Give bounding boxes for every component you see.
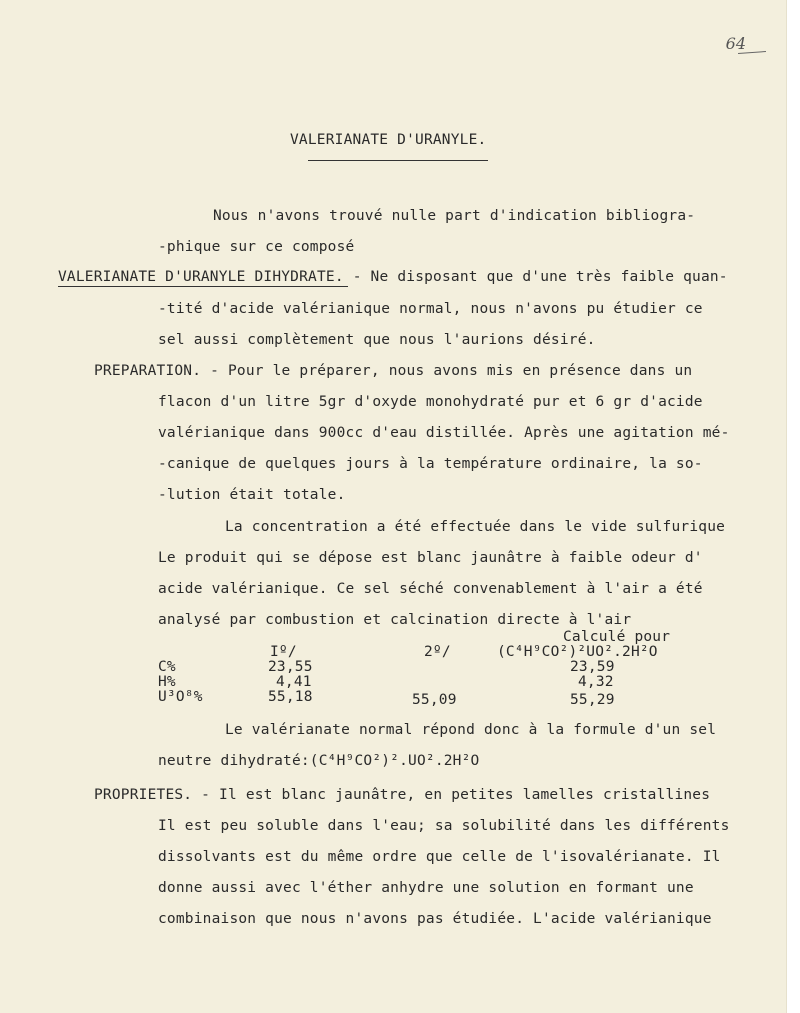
prop-line-1 [94,786,710,804]
intro-line-2: -phique sur ce composé [158,239,355,255]
dihydrate-line-3: sel aussi complètement que nous l'aurions désiré. [158,332,596,348]
dihydrate-line-1-text: . - Ne disposant que d'une très faible quan- [334,269,728,285]
table-cell: 23,59 [570,659,615,675]
prep-line-1 [94,362,692,380]
table-cell: 55,18 [268,689,313,705]
prep-line-3: valérianique dans 900cc d'eau distillée. Après une agitation mé- [158,425,730,441]
intro-line-1: Nous n'avons trouvé nulle part d'indication bibliogra- [213,208,696,224]
table-cell: 23,55 [268,659,313,675]
prep-line-4: -canique de quelques jours à la température ordinaire, la so- [158,456,703,472]
table-cell: 55,29 [570,692,615,708]
prep-line-2: flacon d'un litre 5gr d'oxyde monohydraté pur et 6 gr d'acide [158,394,703,410]
dihydrate-line-1 [58,268,728,286]
table-row-label: H% [158,674,176,690]
formula-line-1: Le valérianate normal répond donc à la formule d'un sel [225,722,717,738]
conc-line-1: La concentration a été effectuée dans le vide sulfurique [225,519,726,535]
table-cell: 4,41 [276,674,312,690]
page-title: VALERIANATE D'URANYLE. [290,132,487,148]
page-number: 64 [725,34,746,53]
prep-line-1-text: - Pour le préparer, nous avons mis en présence dans un [201,363,693,379]
prop-line-5: combinaison que nous n'avons pas étudiée. L'acide valérianique [158,911,712,927]
table-col-2-header: 2º/ [424,644,451,660]
conc-line-2: Le produit qui se dépose est blanc jaunâtre à faible odeur d' [158,550,703,566]
conc-line-3: acide valérianique. Ce sel séché convenablement à l'air a été [158,581,703,597]
prop-heading: PROPRIETES. [94,787,193,803]
formula-line-2: neutre dihydraté:(C⁴H⁹CO²)².UO².2H²O [158,753,480,769]
title-underline [308,160,488,161]
prop-line-1-text: - Il est blanc jaunâtre, en petites lamelles cristallines [192,787,711,803]
table-col-3-formula: (C⁴H⁹CO²)²UO².2H²O [497,644,658,660]
table-cell: 4,32 [578,674,614,690]
dihydrate-heading: VALERIANATE D'URANYLE DIHYDRATE [58,269,335,285]
prep-line-5: -lution était totale. [158,487,346,503]
table-row-label: U³O⁸% [158,689,203,705]
dihydrate-heading-underline [58,286,348,287]
table-col-1-header: Iº/ [270,644,297,660]
prop-line-2: Il est peu soluble dans l'eau; sa solubilité dans les différents [158,818,730,834]
table-cell: 55,09 [412,692,457,708]
table-row-label: C% [158,659,176,675]
prop-line-3: dissolvants est du même ordre que celle de l'isovalérianate. Il [158,849,721,865]
prop-line-4: donne aussi avec l'éther anhydre une solution en formant une [158,880,694,896]
table-col-3-label: Calculé pour [563,629,671,645]
conc-line-4: analysé par combustion et calcination directe à l'air [158,612,632,628]
dihydrate-line-2: -tité d'acide valérianique normal, nous n'avons pu étudier ce [158,301,703,317]
prep-heading: PREPARATION. [94,363,202,379]
